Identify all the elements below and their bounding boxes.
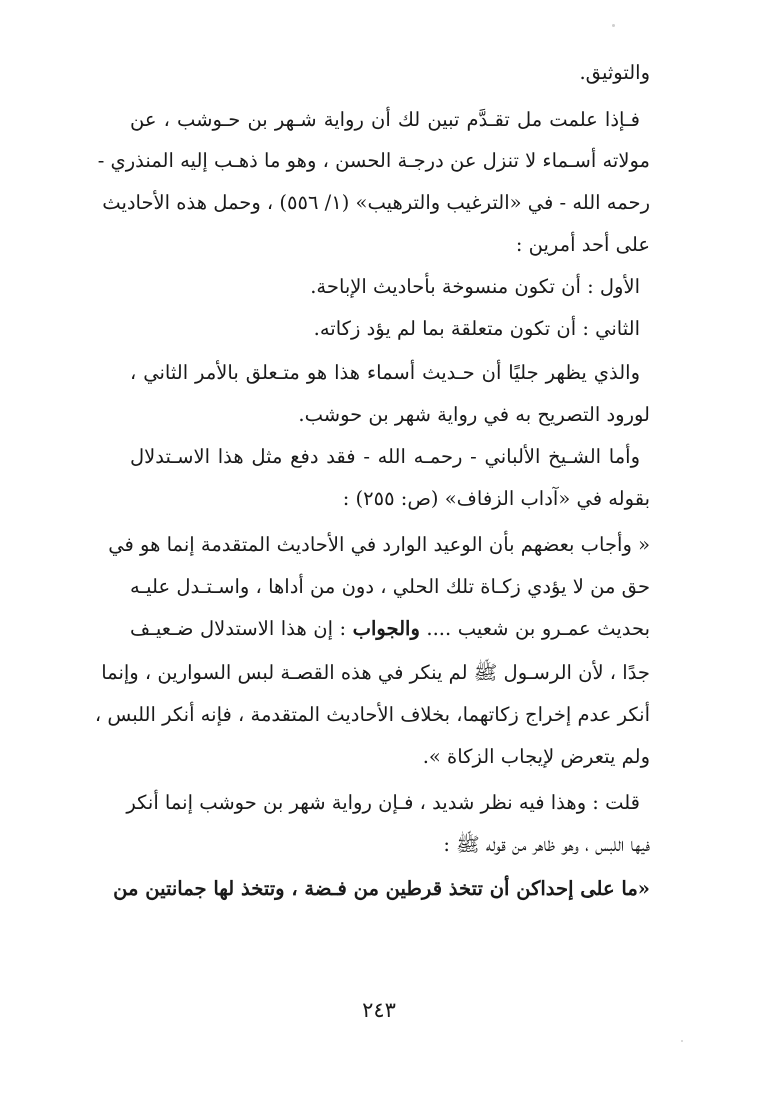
text-line	[130, 616, 650, 642]
text-fragment: : إن هذا الاستدلال ضـعيـف	[130, 617, 353, 640]
text-line: جدًا ، لأن الرسـول ﷺ لم ينكر في هذه القصـة لبس السوارين ، وإنما	[101, 661, 650, 684]
page-number: ٢٤٣	[362, 998, 396, 1022]
text-line: حق من لا يؤدي زكـاة تلك الحلي ، دون من أداها ، واسـتـدل عليـه	[130, 575, 650, 598]
text-line: ولم يتعرض لإيجاب الزكاة ».	[422, 745, 650, 768]
text-line: فيها اللبس ، وهو ظاهر من قوله ﷺ :	[443, 833, 650, 856]
text-line: على أحد أمرين :	[515, 233, 650, 256]
scan-speck	[681, 1040, 683, 1042]
text-line: والتوثيق.	[579, 61, 650, 84]
scan-speck	[612, 24, 615, 27]
text-fragment: بحديث عمـرو بن شعيب ....	[419, 617, 650, 640]
text-line: لورود التصريح به في رواية شهر بن حوشب.	[298, 403, 650, 426]
text-line: أنكر عدم إخراج زكاتهما، بخلاف الأحاديث المتقدمة ، فإنه أنكر اللبس ،	[94, 703, 650, 726]
text-line: فـإذا علمت مل تقـدَّم تبين لك أن رواية شـهر بن حـوشب ، عن	[130, 108, 640, 131]
text-line: « وأجاب بعضهم بأن الوعيد الوارد في الأحاديث المتقدمة إنما هو في	[108, 533, 650, 556]
bold-term-answer: والجواب	[352, 617, 420, 640]
text-line: بقوله في «آداب الزفاف» (ص: ٢٥٥) :	[342, 487, 650, 510]
text-line: رحمه الله - في «الترغيب والترهيب» (١/ ٥٥٦) ، وحمل هذه الأحاديث	[102, 191, 650, 214]
text-line: والذي يظهر جليًا أن حـديث أسماء هذا هو متـعلق بالأمر الثاني ،	[130, 361, 640, 384]
text-line: وأما الشـيخ الألباني - رحمـه الله - فقد دفع مثل هذا الاسـتدلال	[130, 445, 640, 468]
hadith-quote-line: «ما على إحداكن أن تتخذ قرطين من فـضة ، وتتخذ لها جمانتين من	[113, 877, 650, 900]
text-line: مولاته أسـماء لا تنزل عن درجـة الحسن ، وهو ما ذهـب إليه المنذري -	[97, 149, 650, 172]
text-line: قلت : وهذا فيه نظر شديد ، فـإن رواية شهر بن حوشب إنما أنكر	[126, 791, 640, 814]
text-line: الأول : أن تكون منسوخة بأحاديث الإباحة.	[310, 275, 640, 298]
text-line: الثاني : أن تكون متعلقة بما لم يؤد زكاته.	[313, 317, 640, 340]
